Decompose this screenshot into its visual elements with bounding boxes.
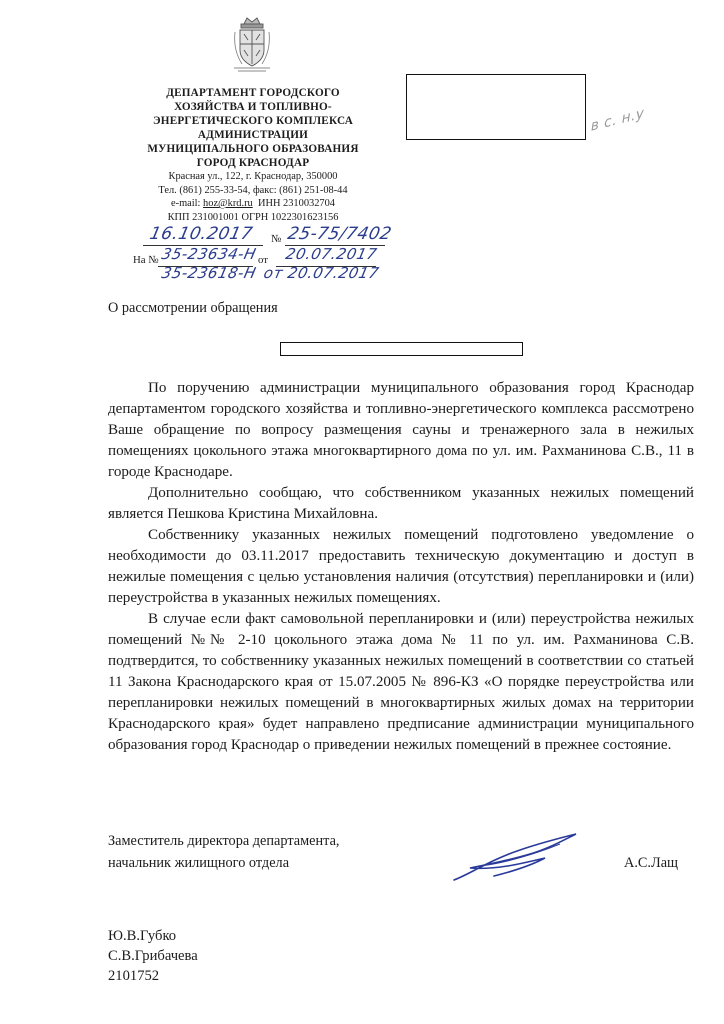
number-sign: №	[271, 233, 282, 245]
redacted-addressee	[406, 74, 586, 140]
reference-number-1: 35-23634-Н	[160, 245, 258, 263]
body-paragraph: Дополнительно сообщаю, что собственником указанных нежилых помещений является Пешкова Кристина Михайловна.	[108, 485, 694, 522]
executor-name-2: С.В.Грибачева	[108, 948, 198, 964]
executors-block	[108, 926, 198, 986]
email-label: e-mail:	[171, 198, 201, 209]
reference-prefix: На №	[133, 254, 159, 266]
department-line: АДМИНИСТРАЦИИ	[197, 129, 309, 141]
executor-name-1: Ю.В.Губко	[108, 928, 177, 944]
reference-from: от	[258, 254, 268, 266]
reference-from-2: от	[262, 264, 285, 282]
body-paragraph: По поручению администрации муниципального образования город Краснодар департаментом городского хозяйства и топливно-энергетического комплекса рассмотрено Ваше обращение по вопросу размещения сауны и тренажерного зала в нежилых помещениях цокольного этажа многоквартирного дома по ул. им. Рахманинова С.В., 11 в городе Краснодаре.	[108, 380, 694, 480]
address: Красная ул., 122, г. Краснодар, 350000	[168, 171, 338, 182]
margin-note: в с. н.у	[590, 105, 645, 135]
coat-of-arms-emblem	[232, 16, 272, 74]
email-link[interactable]: hoz@krd.ru	[203, 198, 253, 209]
outgoing-number: 25-75/7402	[285, 224, 394, 244]
outgoing-date: 16.10.2017	[147, 224, 255, 244]
signatory-position	[108, 830, 340, 874]
reference-number-2: 35-23618-Н	[160, 264, 258, 282]
department-name	[128, 86, 378, 170]
department-line: ДЕПАРТАМЕНТ ГОРОДСКОГО	[166, 87, 340, 99]
department-line: ЭНЕРГЕТИЧЕСКОГО КОМПЛЕКСА	[153, 115, 353, 127]
department-contacts	[128, 170, 378, 224]
body-paragraph: В случае если факт самовольной перепланировки и (или) переустройства нежилых помещений №№ 2-10 цокольного этажа дома № 11 по ул. им. Рахманинова С.В. подтвердится, то собственнику указанных нежилых помещений в соответствии со статьей 11 Закона Краснодарского края от 15.07.2005 № 896-КЗ «О порядке переустройства или перепланировки нежилых помещений в многоквартирных жилых домах на территории Краснодарского края» будет направлено предписание администрации муниципального образования город Краснодар о приведении нежилых помещений в прежнее состояние.	[108, 611, 694, 753]
department-line: МУНИЦИПАЛЬНОГО ОБРАЗОВАНИЯ	[147, 143, 359, 155]
phone-fax: Тел. (861) 255-33-54, факс: (861) 251-08-44	[158, 184, 348, 196]
position-line-2: начальник жилищного отдела	[108, 855, 290, 871]
letter-body	[108, 378, 694, 756]
department-line: ХОЗЯЙСТВА И ТОПЛИВНО-	[174, 101, 332, 113]
reference-date-2: 20.07.2017	[286, 264, 381, 282]
handwritten-signature	[450, 830, 580, 886]
body-paragraph: Собственнику указанных нежилых помещений подготовлено уведомление о необходимости до 03.11.2017 предоставить техническую документацию и доступ в нежилые помещения с целью установления наличия (отсутствия) перепланировки и (или) переустройства в указанных нежилых помещениях.	[108, 527, 694, 606]
redacted-salutation	[280, 342, 523, 356]
inn: ИНН 2310032704	[257, 198, 335, 209]
signatory-name: А.С.Лащ	[624, 855, 679, 871]
letter-subject: О рассмотрении обращения	[108, 300, 278, 316]
email-inn	[128, 197, 378, 211]
executor-phone: 2101752	[108, 968, 160, 984]
department-line: ГОРОД КРАСНОДАР	[196, 157, 310, 169]
position-line-1: Заместитель директора департамента,	[108, 833, 340, 849]
reference-date-1: 20.07.2017	[284, 245, 379, 263]
kpp-ogrn: КПП 231001001 ОГРН 1022301623156	[167, 211, 339, 223]
